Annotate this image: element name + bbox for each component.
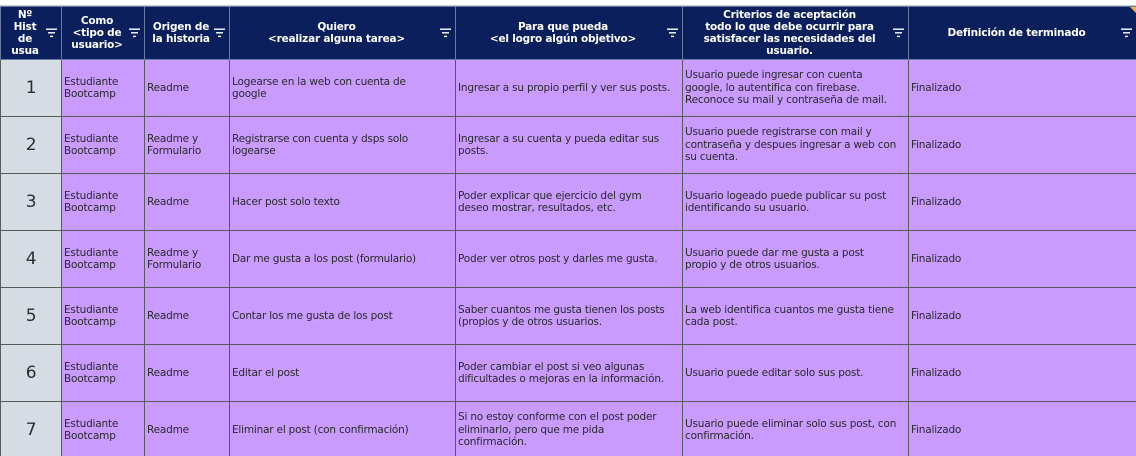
cell-definicion[interactable]: Finalizado bbox=[909, 117, 1136, 174]
cell-text-line: Saber cuantos me gusta tienen los posts bbox=[458, 303, 665, 316]
cell-text-line: Estudiante bbox=[64, 246, 119, 259]
filter-icon[interactable] bbox=[893, 29, 904, 38]
cell-criterios[interactable] bbox=[683, 345, 909, 402]
cell-criterios[interactable] bbox=[683, 231, 909, 288]
cell-text-line: Bootcamp bbox=[64, 430, 116, 442]
cell-hist-number[interactable]: 6 bbox=[1, 345, 62, 402]
cell-text-line: google, lo autentifica con firebase. bbox=[685, 81, 860, 94]
header-label-line: Para que pueda bbox=[517, 21, 609, 33]
cell-text-line: cada post. bbox=[685, 316, 738, 328]
cell-text-line: Estudiante bbox=[64, 417, 119, 430]
table-row bbox=[1, 345, 1136, 402]
header-col-quiero[interactable] bbox=[230, 7, 456, 60]
header-label-line: todo lo que debe ocurrir para bbox=[705, 21, 874, 33]
cell-text-line: Ingresar a su propio perfil y ver sus posts. bbox=[458, 81, 671, 94]
cell-text-line: Estudiante bbox=[64, 189, 119, 202]
cell-text-line: Si no estoy conforme con el post poder bbox=[458, 411, 657, 424]
cell-text-line: Bootcamp bbox=[64, 202, 116, 214]
cell-text-line: Poder cambiar el post si veo algunas bbox=[458, 360, 645, 373]
filter-icon[interactable] bbox=[214, 29, 225, 38]
cell-como[interactable] bbox=[62, 60, 145, 117]
cell-text-line: eliminarlo, pero que me pida bbox=[458, 423, 605, 436]
cell-para-que-pueda[interactable] bbox=[456, 60, 683, 117]
comment-indicator-icon bbox=[1130, 7, 1136, 13]
cell-como[interactable] bbox=[62, 345, 145, 402]
cell-text-line: Eliminar el post (con confirmación) bbox=[232, 423, 409, 436]
cell-para-que-pueda[interactable] bbox=[456, 402, 683, 456]
cell-definicion[interactable]: Finalizado bbox=[909, 60, 1136, 117]
cell-origen[interactable] bbox=[145, 117, 230, 174]
cell-como[interactable] bbox=[62, 288, 145, 345]
cell-text-line: Bootcamp bbox=[64, 259, 116, 271]
cell-para-que-pueda[interactable] bbox=[456, 345, 683, 402]
header-col-definicion[interactable] bbox=[909, 7, 1136, 60]
header-col-criterios[interactable] bbox=[683, 7, 909, 60]
cell-text-line: Usuario logeado puede publicar su post bbox=[685, 189, 887, 202]
cell-como[interactable] bbox=[62, 231, 145, 288]
cell-text-line: propio y de otros usuarios. bbox=[685, 259, 820, 271]
table-row bbox=[1, 174, 1136, 231]
header-col-origen[interactable] bbox=[145, 7, 230, 60]
header-label-line: Nº Hist bbox=[13, 9, 37, 33]
cell-text-line: Ingresar a su cuenta y pueda editar sus bbox=[458, 132, 660, 145]
cell-text-line: Formulario bbox=[147, 259, 202, 271]
cell-criterios[interactable] bbox=[683, 288, 909, 345]
cell-text-line: Readme y bbox=[147, 132, 199, 145]
cell-para-que-pueda[interactable] bbox=[456, 174, 683, 231]
cell-text-line: Usuario puede editar solo sus post. bbox=[685, 366, 864, 379]
cell-como[interactable] bbox=[62, 402, 145, 456]
cell-origen[interactable] bbox=[145, 174, 230, 231]
table-row bbox=[1, 60, 1136, 117]
cell-text-line: Readme bbox=[147, 195, 189, 208]
cell-text-line: Usuario puede ingresar con cuenta bbox=[685, 69, 863, 82]
header-label-line: satisfacer las necesidades del usuario. bbox=[703, 33, 876, 57]
filter-icon[interactable] bbox=[129, 29, 140, 38]
cell-text-line: Readme bbox=[147, 423, 189, 436]
cell-quiero[interactable] bbox=[230, 345, 456, 402]
table-row bbox=[1, 288, 1136, 345]
header-row bbox=[1, 7, 1136, 60]
table-body bbox=[1, 60, 1136, 456]
header-label-line: de bbox=[17, 33, 33, 45]
cell-text-line: contraseña y despues ingresar a web con bbox=[685, 138, 897, 151]
cell-como[interactable] bbox=[62, 174, 145, 231]
user-stories-table bbox=[0, 6, 1136, 456]
header-label-line: Definición de terminado bbox=[947, 27, 1086, 39]
table-row bbox=[1, 231, 1136, 288]
cell-text-line: Readme bbox=[147, 309, 189, 322]
cell-text-line: Usuario puede eliminar solo sus post, con bbox=[685, 417, 897, 430]
header-col-para-que-pueda[interactable] bbox=[456, 7, 683, 60]
cell-hist-number[interactable]: 3 bbox=[1, 174, 62, 231]
cell-origen[interactable] bbox=[145, 231, 230, 288]
cell-origen[interactable] bbox=[145, 402, 230, 456]
cell-text-line: Editar el post bbox=[232, 366, 300, 379]
header-label-line: la historia bbox=[152, 33, 210, 45]
cell-quiero[interactable] bbox=[230, 402, 456, 456]
header-label-line: Quiero bbox=[317, 21, 356, 33]
cell-text-line: Estudiante bbox=[64, 75, 119, 88]
cell-text-line: Readme y bbox=[147, 246, 199, 259]
cell-text-line: su cuenta. bbox=[685, 151, 738, 164]
cell-para-que-pueda[interactable] bbox=[456, 117, 683, 174]
cell-criterios[interactable] bbox=[683, 174, 909, 231]
cell-text-line: Hacer post solo texto bbox=[232, 195, 340, 208]
cell-text-line: Readme bbox=[147, 81, 189, 94]
cell-text-line: Readme bbox=[147, 366, 189, 379]
cell-text-line: (propios y de otros usuarios. bbox=[458, 316, 602, 328]
cell-text-line: confirmación. bbox=[458, 436, 527, 449]
cell-hist-number[interactable]: 5 bbox=[1, 288, 62, 345]
cell-text-line: deseo mostrar, resultados, etc. bbox=[458, 202, 616, 214]
cell-definicion[interactable]: Finalizado bbox=[909, 345, 1136, 402]
filter-icon[interactable] bbox=[440, 29, 451, 38]
cell-text-line: confirmación. bbox=[685, 430, 754, 442]
spreadsheet-grid bbox=[0, 6, 1136, 456]
table-row bbox=[1, 402, 1136, 456]
header-col-como[interactable] bbox=[62, 7, 145, 60]
header-label-line: <realizar alguna tarea> bbox=[268, 33, 405, 45]
filter-icon[interactable] bbox=[1121, 29, 1132, 38]
header-label-line: <el logro algún objetivo> bbox=[489, 33, 637, 45]
cell-text-line: Registrarse con cuenta y dsps solo bbox=[232, 132, 409, 145]
cell-hist-number[interactable]: 4 bbox=[1, 231, 62, 288]
cell-origen[interactable] bbox=[145, 60, 230, 117]
cell-text-line: Usuario puede registrarse con mail y bbox=[685, 126, 872, 139]
cell-text-line: Reconoce su mail y contraseña de mail. bbox=[685, 94, 887, 107]
header-label-line: usuario> bbox=[71, 39, 123, 51]
cell-origen[interactable] bbox=[145, 345, 230, 402]
cell-text-line: Contar los me gusta de los post bbox=[232, 309, 393, 322]
header-label-line: Criterios de aceptación bbox=[723, 9, 856, 21]
cell-quiero[interactable] bbox=[230, 174, 456, 231]
cell-text-line: Logearse en la web con cuenta de bbox=[232, 75, 406, 88]
cell-quiero[interactable] bbox=[230, 117, 456, 174]
header-label-line: Origen de bbox=[152, 21, 210, 33]
cell-text-line: Poder explicar que ejercicio del gym bbox=[458, 189, 642, 202]
cell-text-line: identificando su usuario. bbox=[685, 202, 810, 214]
cell-hist-number[interactable]: 7 bbox=[1, 402, 62, 456]
cell-para-que-pueda[interactable] bbox=[456, 288, 683, 345]
cell-definicion[interactable]: Finalizado bbox=[909, 231, 1136, 288]
table-row bbox=[1, 117, 1136, 174]
filter-icon[interactable] bbox=[667, 29, 678, 38]
filter-icon[interactable] bbox=[46, 29, 57, 38]
cell-text-line: logearse bbox=[232, 145, 276, 157]
cell-quiero[interactable] bbox=[230, 231, 456, 288]
cell-como[interactable] bbox=[62, 117, 145, 174]
cell-text-line: google bbox=[232, 88, 267, 100]
cell-text-line: La web identifica cuantos me gusta tiene bbox=[685, 303, 894, 316]
cell-text-line: Poder ver otros post y darles me gusta. bbox=[458, 252, 658, 265]
cell-definicion[interactable]: Finalizado bbox=[909, 402, 1136, 456]
cell-criterios[interactable] bbox=[683, 117, 909, 174]
cell-para-que-pueda[interactable] bbox=[456, 231, 683, 288]
cell-text-line: Usuario puede dar me gusta a post bbox=[685, 246, 864, 259]
cell-origen[interactable] bbox=[145, 288, 230, 345]
cell-definicion[interactable]: Finalizado bbox=[909, 288, 1136, 345]
cell-text-line: Bootcamp bbox=[64, 373, 116, 385]
header-label-line: <tipo de bbox=[72, 27, 122, 39]
cell-criterios[interactable] bbox=[683, 402, 909, 456]
cell-quiero[interactable] bbox=[230, 60, 456, 117]
header-col-hist-number[interactable] bbox=[1, 7, 62, 60]
cell-quiero[interactable] bbox=[230, 288, 456, 345]
cell-hist-number[interactable]: 1 bbox=[1, 60, 62, 117]
cell-text-line: Dar me gusta a los post (formulario) bbox=[232, 252, 416, 265]
cell-criterios[interactable] bbox=[683, 60, 909, 117]
cell-definicion[interactable]: Finalizado bbox=[909, 174, 1136, 231]
header-label-line: Como bbox=[80, 15, 114, 27]
cell-text-line: Formulario bbox=[147, 145, 202, 157]
cell-text-line: dificultades o mejoras en la información. bbox=[458, 373, 664, 385]
cell-text-line: Estudiante bbox=[64, 132, 119, 145]
header-label-line: usua bbox=[11, 45, 39, 57]
cell-text-line: Estudiante bbox=[64, 360, 119, 373]
cell-hist-number[interactable]: 2 bbox=[1, 117, 62, 174]
cell-text-line: Bootcamp bbox=[64, 88, 116, 100]
cell-text-line: Estudiante bbox=[64, 303, 119, 316]
cell-text-line: posts. bbox=[458, 145, 489, 157]
cell-text-line: Bootcamp bbox=[64, 316, 116, 328]
cell-text-line: Bootcamp bbox=[64, 145, 116, 157]
